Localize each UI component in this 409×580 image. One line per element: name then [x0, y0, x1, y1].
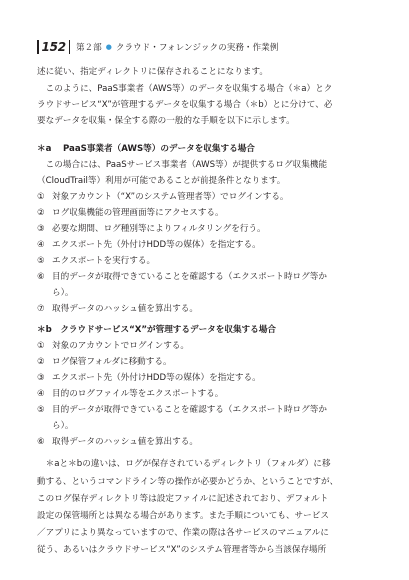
closing-line: ＊aと＊bの違いは、ログが保存されているディレクトリ（フォルダ）に移 [37, 459, 331, 469]
list-item: ④ エクスポート先（外付けHDD等の媒体）を指定する。 [37, 240, 261, 250]
running-header [37, 38, 377, 56]
section-a-lead-line: この場合には、PaaSサービス事業者（AWS等）が提供するログ収集機能 [37, 160, 328, 170]
section-a-steps [37, 191, 327, 315]
list-item: ⑤ 目的データが取得できていることを確認する（エクスポート時ログ等か [37, 405, 327, 415]
list-item: ② ログ収集機能の管理画面等にアクセスする。 [37, 208, 224, 218]
list-item: ⑤ エクスポートを実行する。 [37, 256, 156, 266]
header-rule-right [69, 40, 70, 54]
section-a-heading: ＊a PaaS事業者（AWS等）のデータを収集する場合 [37, 144, 255, 154]
list-item-continuation: ら）。 [52, 421, 74, 431]
closing-line: 動する、というコマンドライン等の操作が必要かどうか、ということですが、 [37, 477, 339, 487]
list-item: ⑦ 取得データのハッシュ値を算出する。 [37, 304, 198, 314]
list-item: ① 対象のアカウントでログインする。 [37, 341, 189, 351]
intro-line: 述に従い、指定ディレクトリに保存されることになります。 [37, 67, 269, 77]
closing-line: 設定の保管場所とは異なる場合があります。また手順についても、サービス [37, 511, 330, 521]
list-item: ③ エクスポート先（外付けHDD等の媒体）を指定する。 [37, 373, 261, 383]
chapter-title: クラウド・フォレンジックの実務・作業例 [115, 43, 279, 53]
intro-line: ラウドサービス“X”が管理するデータを収集する場合（＊b）とに分けて、必 [37, 100, 333, 110]
list-item: ⑥ 目的データが取得できていることを確認する（エクスポート時ログ等か [37, 272, 327, 282]
page-number: 152 [41, 40, 66, 54]
closing-line: ／アプリにより異なっていますので、作業の際は各サービスのマニュアルに [37, 528, 330, 538]
section-b-steps [37, 340, 327, 448]
list-item-continuation: ら）。 [52, 288, 74, 298]
intro-paragraph [37, 66, 332, 127]
closing-line: 従う、あるいはクラウドサービス“X”のシステム管理者等から当該保存場所 [37, 545, 327, 555]
section-a-lead-line: （CloudTrail等）利用が可能であることが前提条件となります。 [37, 176, 286, 186]
list-item: ③ 必要な期間、ログ種別等によりフィルタリングを行う。 [37, 224, 266, 234]
list-item: ④ 目的のログファイル等をエクスポートする。 [37, 389, 224, 399]
closing-paragraph [37, 458, 338, 556]
list-item: ① 対象アカウント（“X”のシステム管理者等）でログインする。 [37, 192, 289, 202]
list-item: ② ログ保管フォルダに移動する。 [37, 357, 172, 367]
section-a [37, 143, 327, 315]
intro-line: 要なデータを収集・保全する際の一般的な手順を以下に示します。 [37, 116, 295, 126]
list-item: ⑥ 取得データのハッシュ値を算出する。 [37, 437, 198, 447]
part-label: 第２部 [75, 43, 102, 53]
section-b-heading: ＊b クラウドサービス“X”が管理するデータを収集する場合 [37, 325, 276, 335]
intro-line: このように、PaaS事業者（AWS等）のデータを収集する場合（＊a）とク [37, 84, 333, 94]
closing-line: このログ保存ディレクトリ等は設定ファイルに記述されており、デフォルト [37, 494, 329, 504]
bullet-dot-icon: ● [105, 43, 112, 51]
section-b [37, 324, 327, 448]
